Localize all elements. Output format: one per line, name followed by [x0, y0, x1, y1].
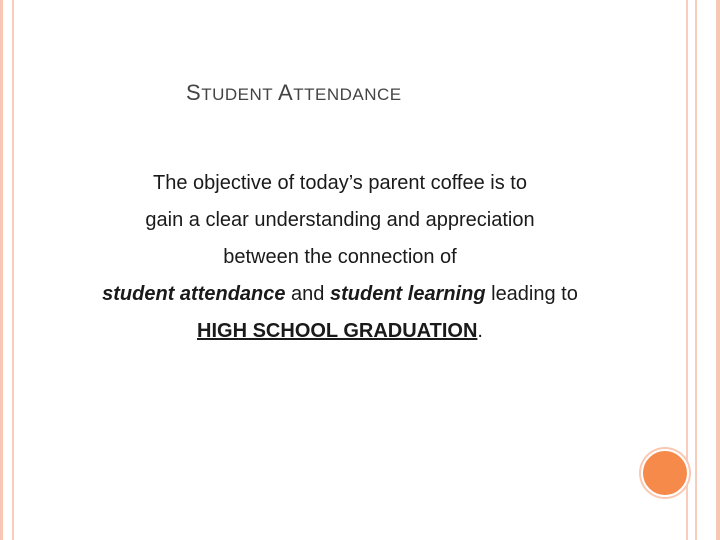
- and-text: and: [285, 283, 330, 305]
- leading-to-text: leading to: [485, 283, 578, 305]
- title-initial-s: S: [186, 80, 202, 105]
- slide-body: [20, 165, 660, 350]
- slide-title: [186, 80, 402, 106]
- period-text: .: [477, 320, 483, 342]
- left-border-line: [12, 0, 14, 540]
- emphasis-student-attendance: student attendance: [102, 283, 286, 305]
- body-line-4: [20, 276, 660, 313]
- left-border-stripe: [0, 0, 3, 540]
- title-word-attendance: TTENDANCE: [293, 85, 402, 104]
- graduation-text: HIGH SCHOOL GRADUATION: [197, 320, 478, 342]
- body-line-3: between the connection of: [223, 246, 457, 268]
- body-line-1: The objective of today’s parent coffee is to: [153, 172, 527, 194]
- title-word-student: TUDENT: [201, 85, 279, 104]
- emphasis-student-learning: student learning: [329, 283, 486, 305]
- title-initial-a: A: [278, 80, 294, 105]
- decorative-circle: [641, 449, 689, 497]
- right-border-line-b: [695, 0, 697, 540]
- right-border-stripe: [716, 0, 720, 540]
- right-border-line-a: [686, 0, 688, 540]
- body-line-2: gain a clear understanding and appreciation: [145, 209, 535, 231]
- body-line-5: [20, 313, 660, 350]
